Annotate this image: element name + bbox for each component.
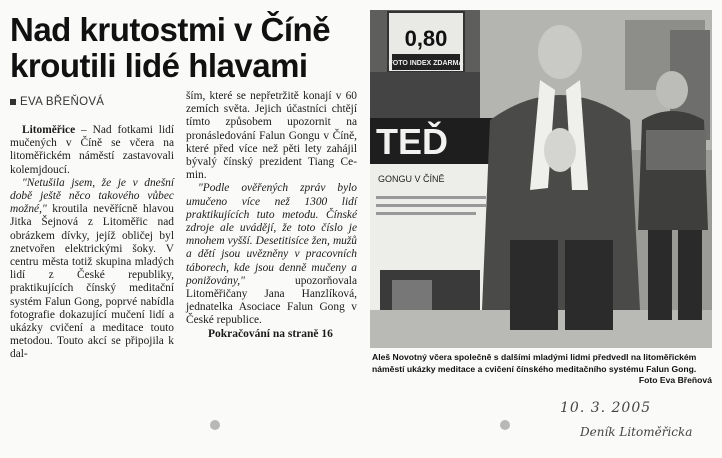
paragraph-1: – Nad fotkami lidí mučených v Číně se včera na litoměřickém náměstí zastavovali kolemjdoucí. bbox=[10, 124, 174, 176]
caption-text: Aleš Novotný včera společně s dalšími mladými lidmi předvedl na litoměřickém náměstí ukázky meditace a cvičení čínského meditačního systému Falun Gong. bbox=[372, 352, 697, 374]
continued-note: Pokračování na straně 16 bbox=[208, 327, 333, 340]
bullet-square-icon bbox=[10, 99, 16, 105]
handwritten-source: Deník Litoměřicka bbox=[580, 425, 693, 439]
banner-subtext: GONGU V ČÍNĚ bbox=[378, 174, 445, 184]
scan-hole-mark bbox=[500, 420, 510, 430]
author-name: EVA BŘEŇOVÁ bbox=[20, 96, 105, 108]
article-column-1 bbox=[10, 124, 174, 362]
byline bbox=[10, 96, 104, 108]
price-sign-text: 0,80 bbox=[404, 26, 448, 51]
dateline-place: Litoměřice bbox=[22, 124, 76, 136]
handwritten-date: 10. 3. 2005 bbox=[560, 400, 652, 416]
photo-caption bbox=[372, 352, 712, 387]
paragraph-4: upozorňovala Litoměřičany Jana Hanzlíková, jednatelka Asociace Falun Gong v České republice. bbox=[186, 274, 357, 327]
paragraph-3: ším, které se nepřetržitě konají v 60 zemích světa. Jejich účastníci chtějí tímto způsobem upozornit na pronásledování Falun Gongu v Číně, které před více než pěti lety zahájil bývalý čínský prezident Tiang Ce-min. bbox=[186, 90, 357, 182]
paragraph-2: kroutila nevěřícně hlavou Jitka Šejnová z Litoměřic nad obrázkem dívky, jejíž obličej byl znetvořen elektrickými šoky. V centru města totiž skupina mladých lidí z České republiky, praktikujících čínský meditační systém Falun Gong, poprvé nabídla fotografie dokazující mučení lidí a ukázky cvičení a meditace touto metodou. Touto akcí se připojila k dal- bbox=[10, 203, 174, 361]
sign-subtext: FOTO INDEX ZDARMA bbox=[388, 60, 464, 67]
banner-text: TEĎ bbox=[376, 121, 448, 162]
scan-hole-mark bbox=[210, 420, 220, 430]
photo-illustration bbox=[370, 10, 712, 348]
quote-1: "Netušila jsem, že je v dnešní době ještě něco takového vůbec možné," bbox=[10, 176, 174, 216]
article-column-2 bbox=[186, 90, 357, 341]
quote-2: "Podle ověřených zpráv bylo umučeno více než 1300 lidí praktikujících tuto metodu. Čínské zdroje ale uvádějí, že toto číslo je mnohem vyšší. Desetitisíce žen, mužů a dětí jsou uvězněny v pracovních táborech, kde jsou denně mučeny a ponižovány," bbox=[186, 182, 357, 287]
news-photo bbox=[370, 10, 712, 348]
photo-credit: Foto Eva Břeňová bbox=[638, 375, 712, 385]
article-headline: Nad krutostmi v Číně kroutili lidé hlavami bbox=[10, 11, 331, 84]
